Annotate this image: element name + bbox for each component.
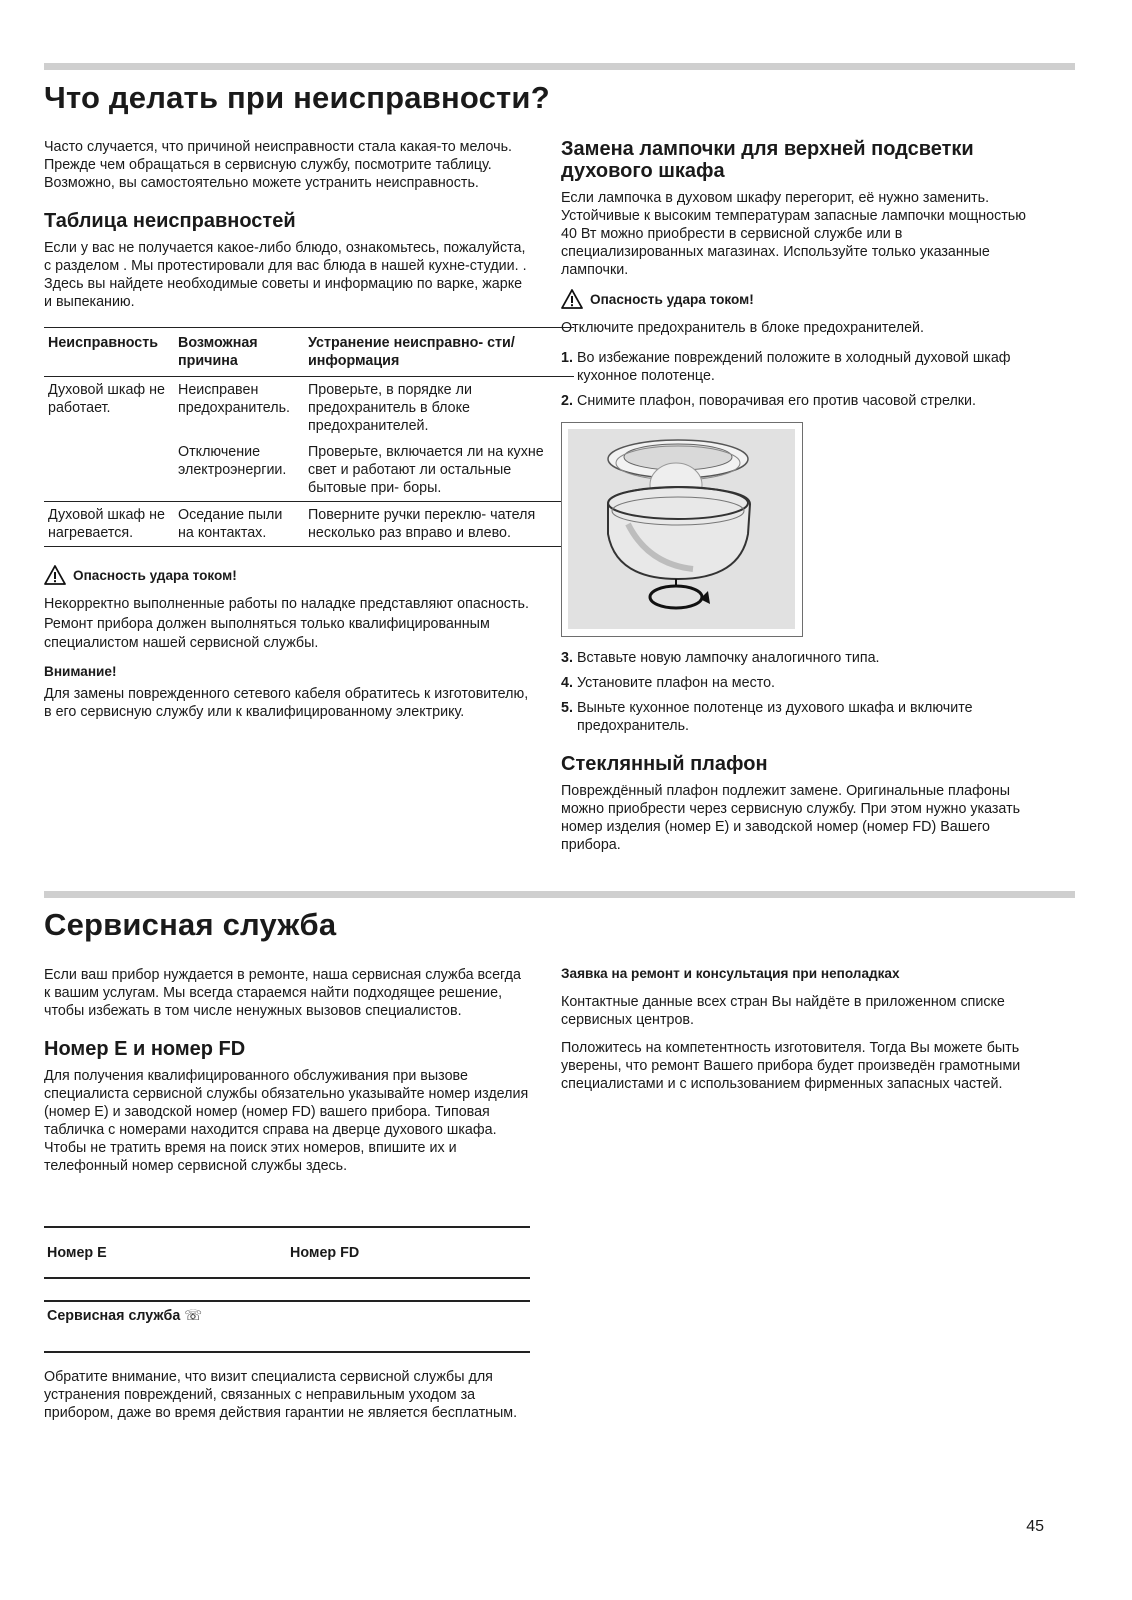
table-cell-fix: Проверьте, в порядке ли предохранитель в блоке предохранителей. bbox=[308, 382, 472, 434]
form-line-top bbox=[44, 1226, 530, 1228]
lamp-intro: Если лампочка в духовом шкафу перегорит, её нужно заменить. Устойчивые к высоким температурам запасные лампочки мощностью 40 Вт можно приобрести в сервисной службе или в специализированных магазинах. Используйте только указанные лампочки. bbox=[561, 190, 1026, 278]
section-title-faults: Что делать при неисправности? bbox=[44, 80, 550, 115]
list-item: 2. Снимите плафон, поворачивая его против часовой стрелки. bbox=[561, 393, 977, 409]
left-column-service bbox=[44, 966, 530, 1185]
e-number-label: Номер E bbox=[47, 1245, 107, 1261]
warning-triangle-icon bbox=[44, 565, 66, 585]
table-cell-fix: Поверните ручки переклю- чателя несколько раз вправо и влево. bbox=[308, 507, 536, 541]
right-column-repair bbox=[561, 966, 1041, 1103]
table-cell-fix: Проверьте, включается ли на кухне свет и работают ли остальные бытовые при- боры. bbox=[308, 444, 544, 496]
table-cell-cause: Оседание пыли на контактах. bbox=[178, 507, 283, 541]
glass-cover-text: Повреждённый плафон подлежит замене. Оригинальные плафоны можно приобрести через сервисную службу. При этом нужно указать номер изделия (номер E) и заводской номер (номер FD) Вашего прибора. bbox=[561, 783, 1021, 853]
fault-table-intro: Если у вас не получается какое-либо блюдо, ознакомьтесь, пожалуйста, с разделом . Мы протестировали для вас блюда в нашей кухне-студии. . Здесь вы найдете необходимые советы и информацию по варке, жарке и выпеканию. bbox=[44, 240, 527, 310]
list-item: 1. Во избежание повреждений положите в холодный духовой шкаф кухонное полотенце. bbox=[561, 350, 1011, 384]
table-row bbox=[44, 502, 574, 547]
fd-number-label: Номер FD bbox=[290, 1245, 360, 1261]
lamp-steps-second bbox=[561, 649, 1041, 735]
col-header-cause: Возможная причина bbox=[178, 335, 258, 369]
enr-heading: Номер E и номер FD bbox=[44, 1038, 246, 1060]
attention-title: Внимание! bbox=[44, 663, 117, 679]
service-intro: Если ваш прибор нуждается в ремонте, наша сервисная служба всегда к вашим услугам. Мы всегда стараемся найти подходящее решение, чтобы избежать в том числе ненужных вызовов специалистов. bbox=[44, 967, 521, 1019]
fault-table-header-row bbox=[44, 328, 574, 377]
table-row bbox=[44, 377, 574, 440]
warning-triangle-icon bbox=[561, 289, 583, 309]
table-cell-fault: Духовой шкаф не нагревается. bbox=[48, 507, 165, 541]
col-header-fix: Устранение неисправно- сти/информация bbox=[308, 335, 515, 369]
fault-table-heading: Таблица неисправностей bbox=[44, 210, 296, 232]
col-header-fault: Неисправность bbox=[48, 335, 159, 351]
warning-text: Некорректно выполненные работы по наладке представляют опасность. Ремонт прибора должен выполняться только квалифицированным специалистом нашей сервисной службы. bbox=[44, 596, 529, 651]
lamp-cover-illustration bbox=[561, 422, 803, 637]
table-cell-fault: Духовой шкаф не работает. bbox=[48, 382, 165, 416]
faults-intro: Часто случается, что причиной неисправности стала какая-то мелочь. Прежде чем обращаться в сервисную службу, посмотрите таблицу. Возможно, вы самостоятельно можете устранить неисправность. bbox=[44, 139, 512, 191]
fault-table bbox=[44, 327, 574, 547]
service-note-block bbox=[44, 1368, 530, 1432]
lamp-steps-first bbox=[561, 349, 1041, 410]
form-line-mid2 bbox=[44, 1300, 530, 1302]
lamp-heading: Замена лампочки для верхней подсветки духового шкафа bbox=[561, 138, 974, 182]
section-rule-service bbox=[44, 891, 1075, 898]
table-cell-cause: Отключение электроэнергии. bbox=[178, 444, 287, 478]
warning-title: Опасность удара током! bbox=[73, 567, 237, 583]
page-number: 45 bbox=[1026, 1518, 1044, 1535]
table-row bbox=[44, 439, 574, 502]
service-note: Обратите внимание, что визит специалиста сервисной службы для устранения повреждений, связанных с неправильным уходом за прибором, даже во время действия гарантии не является бесплатным. bbox=[44, 1369, 518, 1421]
repair-heading: Заявка на ремонт и консультация при неполадках bbox=[561, 966, 900, 981]
repair-text-1: Контактные данные всех стран Вы найдёте в приложенном списке сервисных центров. bbox=[561, 994, 1005, 1028]
lamp-cover-drawing bbox=[568, 429, 795, 629]
lamp-warning-title: Опасность удара током! bbox=[590, 291, 754, 307]
lamp-warning bbox=[561, 289, 1041, 309]
list-item: 3. Вставьте новую лампочку аналогичного типа. bbox=[561, 650, 880, 666]
section-title-service: Сервисная служба bbox=[44, 907, 337, 942]
left-column-faults bbox=[44, 138, 544, 731]
right-column-lamp bbox=[561, 138, 1041, 864]
lamp-warning-text: Отключите предохранитель в блоке предохранителей. bbox=[561, 320, 925, 336]
form-line-bottom bbox=[44, 1351, 530, 1353]
list-item: 4. Установите плафон на место. bbox=[561, 675, 776, 691]
repair-text-2: Положитесь на компетентность изготовителя. Тогда Вы можете быть уверены, что ремонт Вашего прибора будет произведён грамотными специалистами и с использованием фирменных запасных частей. bbox=[561, 1040, 1021, 1092]
enr-text: Для получения квалифицированного обслуживания при вызове специалиста сервисной службы обязательно указывайте номер изделия (номер E) и заводской номер (номер FD) вашего прибора. Типовая табличка с номерами находится справа на дверце духового шкафа. Чтобы не тратить время на поиск этих номеров, впишите их и телефонный номер сервисной службы здесь. bbox=[44, 1068, 529, 1174]
glass-cover-heading: Стеклянный плафон bbox=[561, 753, 768, 775]
form-line-mid1 bbox=[44, 1277, 530, 1279]
table-cell-fault bbox=[44, 439, 174, 502]
warning-electric-shock bbox=[44, 565, 530, 585]
list-item: 5. Выньте кухонное полотенце из духового шкафа и включите предохранитель. bbox=[561, 700, 973, 734]
table-cell-cause: Неисправен предохранитель. bbox=[178, 382, 291, 416]
section-rule-top bbox=[44, 63, 1075, 70]
service-phone-label: Сервисная служба ☏ bbox=[47, 1308, 203, 1324]
attention-text: Для замены поврежденного сетевого кабеля обратитесь к изготовителю, в его сервисную службу или к квалифицированному электрику. bbox=[44, 685, 529, 720]
